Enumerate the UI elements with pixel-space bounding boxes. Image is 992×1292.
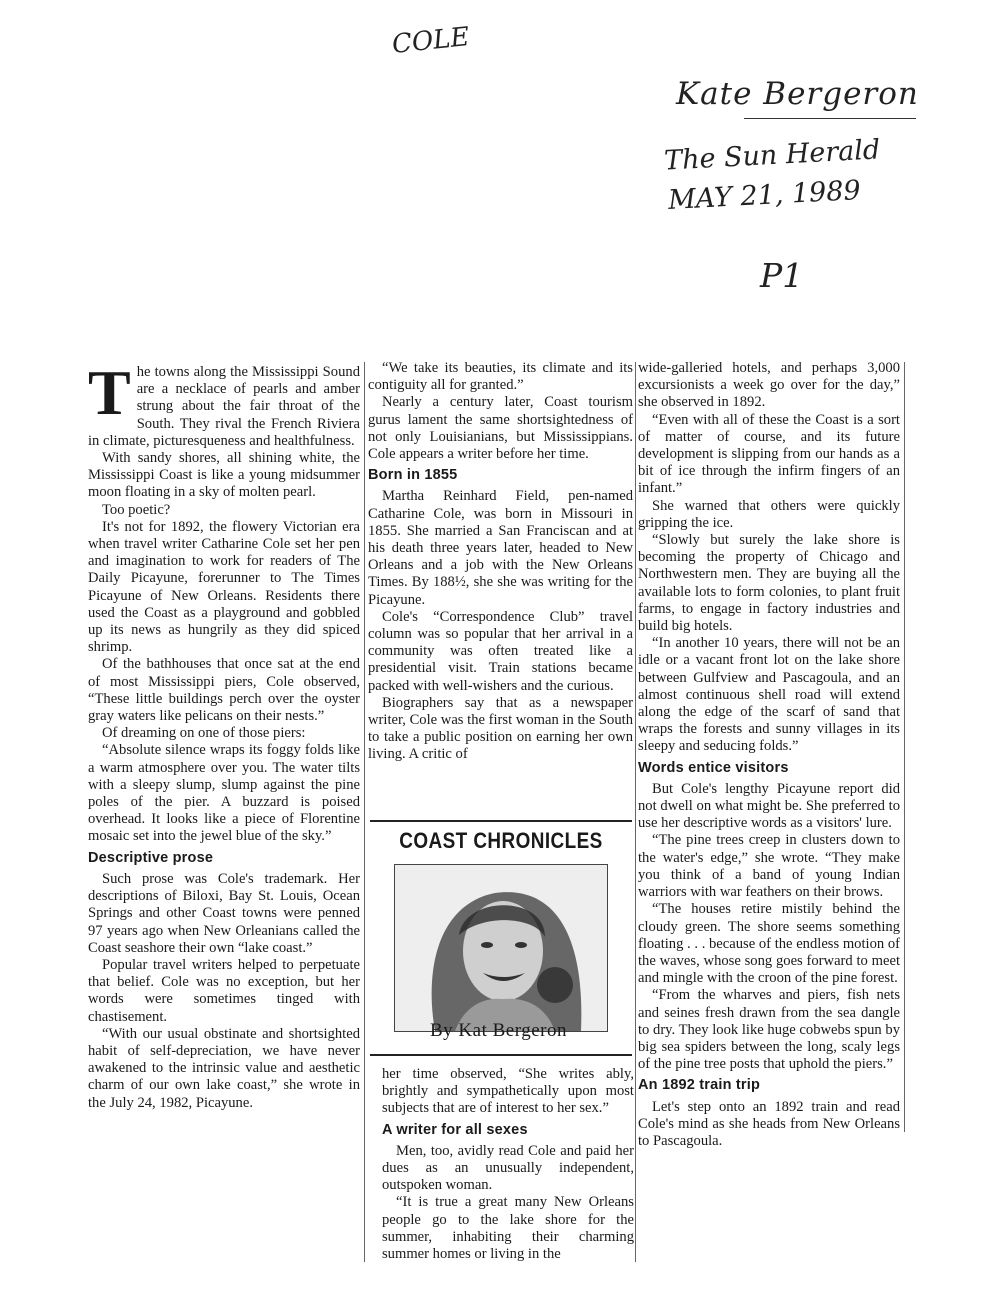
paragraph: Too poetic?	[102, 501, 171, 518]
handwritten-author: Kate Bergeron	[676, 76, 919, 112]
portrait-illustration	[395, 865, 607, 1031]
paragraph: Popular travel writers helped to perpetuate that belief. Cole was no exception, but her words were sometimes tinged with chastisement.	[88, 956, 360, 1025]
subhead: Words entice visitors	[638, 759, 789, 776]
paragraph: With sandy shores, all shining white, the Mississippi Coast is like a young midsummer moon floating in a sky of molten pearl.	[88, 450, 360, 501]
paragraph: Men, too, avidly read Cole and paid her dues as an unusually independent, outspoken woman.	[382, 1142, 634, 1194]
paragraph: She warned that others were quickly gripping the ice.	[638, 497, 900, 531]
paragraph: “Absolute silence wraps its foggy folds like a warm atmosphere over you. The water tilts with a sleepy slump, slump against the pine poles of the pier. A buzzard is poised overhead. It looks like a piece of Florentine mosaic set into the jewel blue of the sky.”	[88, 742, 360, 845]
paragraph: It's not for 1892, the flowery Victorian era when travel writer Catharine Cole set her pen and imagination to work for readers of The Daily Picayune, forerunner to The Times Picayune of New Orleans. Residents there used the Coast as a playground and gobbled up its news as hungrily as they did spiced shrimp.	[88, 518, 360, 656]
column-rule	[364, 362, 365, 1262]
paragraph: “From the wharves and piers, fish nets and seines fresh drawn from the sea dangle to dry. They look like huge cobwebs spun by big sea spiders between the long, scaly legs of the pine tree posts that uphold the piers.”	[638, 987, 900, 1073]
paragraph: Nearly a century later, Coast tourism gurus lament the same shortsightedness of not only Louisianians, but Mississippians. Cole appears a writer before her time.	[368, 394, 633, 463]
paragraph: “The houses retire mistily behind the cloudy green. The shore seems something floating . . . because of the endless motion of the waves, whose song goes forward to meet and mingle with the croon of the pine forest.	[638, 901, 900, 987]
subhead: An 1892 train trip	[638, 1077, 761, 1094]
subhead: Descriptive prose	[88, 849, 214, 866]
paragraph: The towns along the Mississippi Sound are a necklace of pearls and amber strung about the fair throat of the South. They rival the French Riviera in climate, picturesqueness and healthfulness.	[88, 357, 360, 449]
paragraph: Biographers say that as a newspaper writer, Cole was the first woman in the South to take a public position on earning her own living. A critic of	[368, 694, 633, 763]
paragraph: But Cole's lengthy Picayune report did not dwell on what might be. She preferred to use her descriptive words as a visitors' lure.	[638, 780, 900, 832]
column-rule	[904, 362, 905, 1132]
paragraph: “We take its beauties, its climate and its contiguity all for granted.”	[368, 360, 633, 394]
paragraph: Of the bathhouses that once sat at the end of most Mississippi piers, Cole observed, “These little buildings perch over the oyster gray waters like pelicans on their nests.”	[88, 656, 360, 725]
column-logo-title: COAST CHRONICLES	[399, 828, 603, 853]
paragraph: Let's step onto an 1892 train and read Cole's mind as she heads from New Orleans to Pascagoula.	[638, 1098, 900, 1149]
article-column-2	[368, 360, 633, 764]
paragraph: Of dreaming on one of those piers:	[102, 725, 306, 742]
paragraph: Cole's “Correspondence Club” travel column was so popular that her arrival in a community was often treated like a presidential visit. Train stations became packed with well-wishers and the curious.	[368, 608, 633, 694]
handwritten-cole-note: COLE	[390, 22, 471, 60]
coast-chronicles-box	[370, 820, 632, 1056]
article-column-2-continued	[382, 1066, 634, 1263]
article-column-1	[88, 357, 360, 1112]
byline: By Kat Bergeron	[430, 1020, 567, 1041]
handwritten-page: P1	[760, 256, 804, 295]
paragraph: Martha Reinhard Field, pen-named Catharine Cole, was born in Missouri in 1855. She married a San Franciscan and at his death three years later, headed to New Orleans and a job with the New Orleans Times. By 188½, she she was writing for the Picayune.	[368, 488, 633, 608]
column-rule	[635, 362, 636, 1262]
drop-cap: T	[88, 357, 131, 428]
paragraph: “In another 10 years, there will not be an idle or a vacant front lot on the lake shore between Gulfview and Pascagoula, and an almost continuous shell road will extend along the edge of the scarf of sand that wraps the forests and sunny villages in its sleepy and seducing folds.”	[638, 635, 900, 755]
paragraph: “With our usual obstinate and shortsighted habit of self-depreciation, we have never awakened to the intrinsic value and aesthetic charm of our own lake coast,” she wrote in the July 24, 1982, Picayune.	[88, 1025, 360, 1111]
paragraph: Such prose was Cole's trademark. Her descriptions of Biloxi, Bay St. Louis, Ocean Springs and other Coast towns were penned 97 years ago when New Orleanians called the Coast seashore their own “lake coast.”	[88, 870, 360, 956]
handwritten-date: MAY 21, 1989	[667, 174, 862, 217]
paragraph: “The pine trees creep in clusters down to the water's edge,” she wrote. “They make you think of a band of young Indian warriors with war feathers on their brows.	[638, 832, 900, 901]
handwritten-paper-name: The Sun Herald	[663, 134, 881, 177]
paragraph: wide-galleried hotels, and perhaps 3,000 excursionists a week go over for the day,” she observed in 1892.	[638, 360, 900, 411]
paragraph: “Slowly but surely the lake shore is becoming the property of Chicago and Northwestern men. They are buying all the available lots to form colonies, to plant fruit farms, to engage in factory industries and build big hotels.	[638, 532, 900, 635]
subhead: A writer for all sexes	[382, 1121, 528, 1138]
paragraph: “It is true a great many New Orleans people go to the lake shore for the summer, inhabiting their charming summer homes or living in the	[382, 1194, 634, 1263]
paragraph: “Even with all of these the Coast is a sort of matter of course, and its future development is slipping from our hands as a bit of ice through the infirm fingers of an infant.”	[638, 411, 900, 497]
article-column-3	[638, 360, 900, 1150]
paragraph: her time observed, “She writes ably, brightly and sympathetically upon most subjects that are of interest to her sex.”	[382, 1066, 634, 1117]
author-underline	[744, 118, 916, 119]
author-photo	[394, 864, 608, 1032]
subhead: Born in 1855	[368, 467, 458, 484]
